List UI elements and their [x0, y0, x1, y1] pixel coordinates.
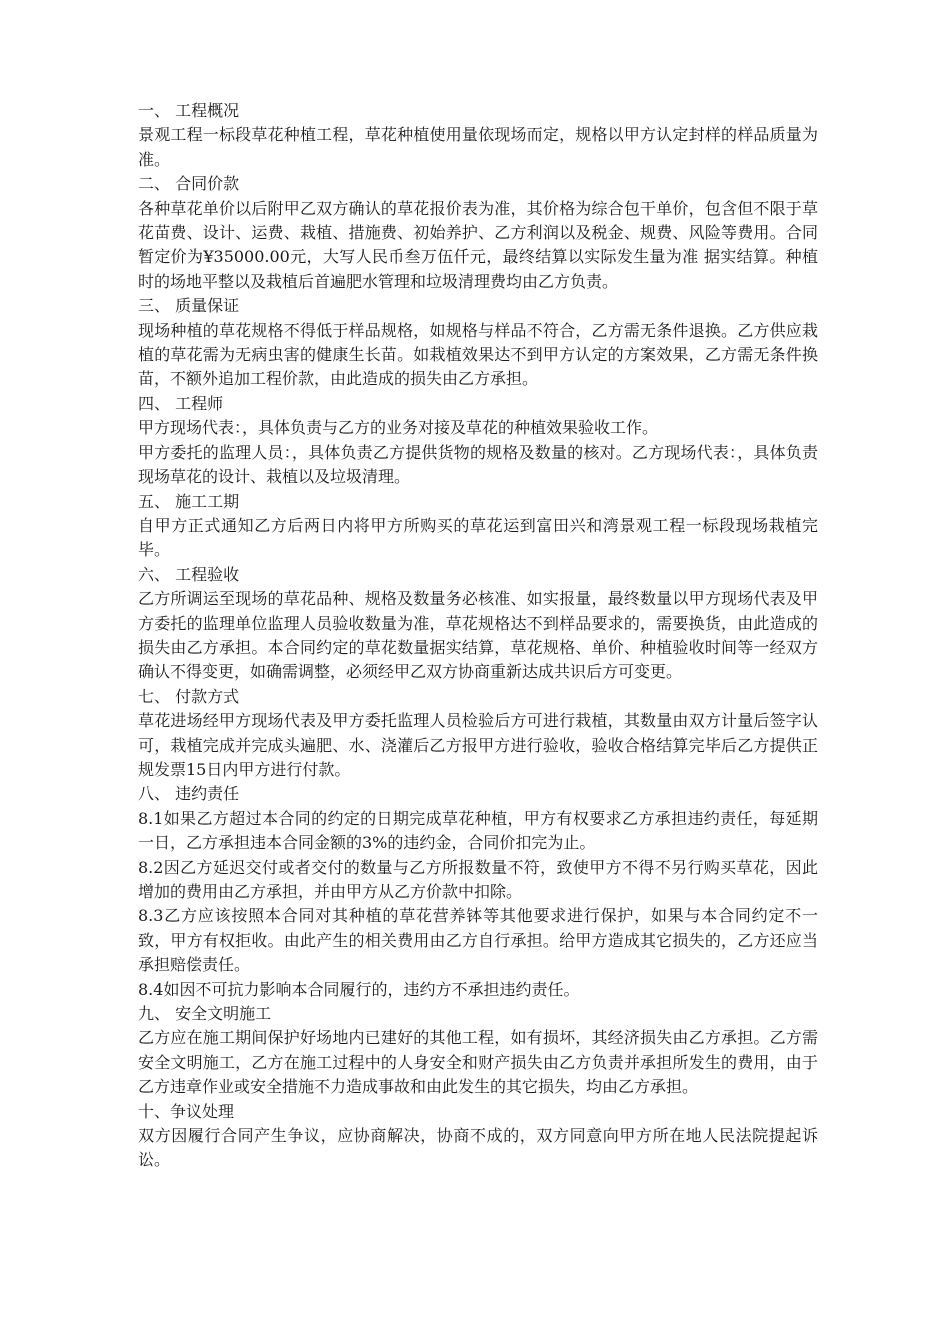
clause-paragraph: 8.3乙方应该按照本合同对其种植的草花营养钵等其他要求进行保护，如果与本合同约定不一致，甲方有权拒收。由此产生的相关费用由乙方自行承担。给甲方造成其它损失的，乙方还应当承担赔偿责任。 [138, 906, 818, 975]
section-heading: 六、 工程验收 [138, 564, 240, 584]
section-paragraph: 甲方现场代表：，具体负责与乙方的业务对接及草花的种植效果验收工作。 [138, 418, 659, 438]
clause-paragraph: 8.2因乙方延迟交付或者交付的数量与乙方所报数量不符，致使甲方不得不另行购买草花，因此增加的费用由乙方承担，并由甲方从乙方价款中扣除。 [138, 857, 818, 901]
section-heading: 十、争议处理 [138, 1101, 235, 1121]
section-paragraph: 双方因履行合同产生争议，应协商解决，协商不成的，双方同意向甲方所在地人民法院提起诉讼。 [138, 1126, 818, 1170]
section-paragraph: 草花进场经甲方现场代表及甲方委托监理人员检验后方可进行栽植，其数量由双方计量后签字认可，栽植完成并完成头遍肥、水、浇灌后乙方报甲方进行验收，验收合格结算完毕后乙方提供正规发票15日内甲方进行付款。 [138, 711, 818, 779]
section-paragraph: 乙方所调运至现场的草花品种、规格及数量务必核准、如实报量，最终数量以甲方现场代表及甲方委托的监理单位监理人员验收数量为准，草花规格达不到样品要求的，需要换货，由此造成的损失由乙方承担。本合同约定的草花数量据实结算，草花规格、单价、种植验收时间等一经双方确认不得变更，如确需调整，必须经甲乙双方协商重新达成共识后方可变更。 [138, 589, 818, 682]
section-heading: 五、 施工工期 [138, 491, 240, 511]
section-heading: 二、 合同价款 [138, 174, 240, 194]
document-body [138, 99, 818, 1173]
clause-paragraph: 8.1如果乙方超过本合同的约定的日期完成草花种植，甲方有权要求乙方承担违约责任，每延期一日，乙方承担违本合同金额的3%的违约金，合同价扣完为止。 [138, 808, 818, 853]
section-paragraph: 现场种植的草花规格不得低于样品规格，如规格与样品不符合，乙方需无条件退换。乙方供应栽植的草花需为无病虫害的健康生长苗。如栽植效果达不到甲方认定的方案效果，乙方需无条件换苗，不额外追加工程价款，由此造成的损失由乙方承担。 [138, 320, 818, 389]
section-heading: 七、 付款方式 [138, 686, 240, 706]
section-heading: 九、 安全文明施工 [138, 1004, 272, 1024]
clause-paragraph: 8.4如因不可抗力影响本合同履行的，违约方不承担违约责任。 [138, 979, 580, 999]
section-paragraph: 甲方委托的监理人员：，具体负责乙方提供货物的规格及数量的核对。乙方现场代表：，具体负责现场草花的设计、栽植以及垃圾清理。 [138, 442, 818, 487]
section-heading: 四、 工程师 [138, 393, 224, 413]
section-heading: 一、 工程概况 [138, 101, 240, 120]
section-heading: 三、 质量保证 [138, 296, 240, 316]
section-paragraph: 各种草花单价以后附甲乙双方确认的草花报价表为准，其价格为综合包干单价，包含但不限于草花苗费、设计、运费、栽植、措施费、初始养护、乙方利润以及税金、规费、风险等费用。合同暂定价为¥35000.00元，大写人民币叁万伍仟元，最终结算以实际发生量为准 据实结算。种植时的场地平整以及栽植后首遍肥水管理和垃圾清理费均由乙方负责。 [138, 198, 818, 291]
section-paragraph: 景观工程一标段草花种植工程，草花种植使用量依现场而定，规格以甲方认定封样的样品质量为准。 [138, 125, 818, 169]
section-heading: 八、 违约责任 [138, 784, 240, 804]
section-paragraph: 乙方应在施工期间保护好场地内已建好的其他工程，如有损坏，其经济损失由乙方承担。乙方需安全文明施工，乙方在施工过程中的人身安全和财产损失由乙方负责并承担所发生的费用，由于乙方违章作业或安全措施不力造成事故和由此发生的其它损失，均由乙方承担。 [138, 1028, 818, 1097]
section-paragraph: 自甲方正式通知乙方后两日内将甲方所购买的草花运到富田兴和湾景观工程一标段现场栽植完毕。 [138, 515, 818, 560]
